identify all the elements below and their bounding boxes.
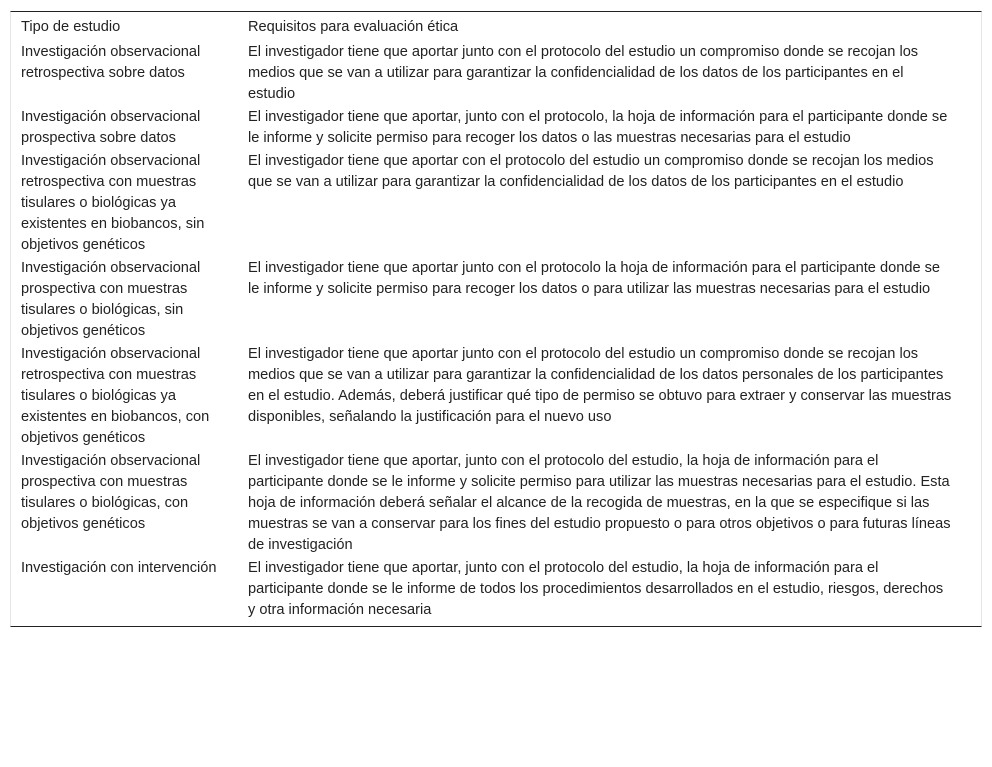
header-requisitos: Requisitos para evaluación ética xyxy=(248,19,459,35)
table-header-row xyxy=(11,12,981,41)
cell-requisitos: El investigador tiene que aportar junto con el protocolo del estudio un compromiso donde se recojan los medios que se van a utilizar para garantizar la confidencialidad de los datos de los participantes en el estudio xyxy=(248,44,919,102)
cell-tipo-estudio: Investigación observacional retrospectiva sobre datos xyxy=(21,44,201,81)
header-tipo-estudio: Tipo de estudio xyxy=(21,19,121,35)
cell-tipo-estudio: Investigación observacional prospectiva con muestras tisulares o biológicas, sin objetivos genéticos xyxy=(21,260,201,339)
table-row xyxy=(11,106,981,150)
cell-requisitos: El investigador tiene que aportar junto con el protocolo del estudio un compromiso donde se recojan los medios que se van a utilizar para garantizar la confidencialidad de los datos personales de los participantes en el estudio. Además, deberá justificar qué tipo de permiso se obtuvo para extraer y conservar las muestras disponibles, señalando la justificación para el nuevo uso xyxy=(248,346,952,425)
table-row xyxy=(11,557,981,626)
cell-requisitos: El investigador tiene que aportar, junto con el protocolo del estudio, la hoja de información para el participante donde se le informe de todos los procedimientos desarrollados en el estudio, riesgos, derechos y otra información necesaria xyxy=(248,560,944,618)
cell-tipo-estudio: Investigación observacional retrospectiva con muestras tisulares o biológicas ya existentes en biobancos, con objetivos genéticos xyxy=(21,346,210,446)
table-row xyxy=(11,450,981,557)
cell-requisitos: El investigador tiene que aportar, junto con el protocolo, la hoja de información para el participante donde se le informe y solicite permiso para recoger los datos o las muestras necesarias para el estudio xyxy=(248,109,948,146)
ethics-requirements-table xyxy=(10,11,982,627)
cell-requisitos: El investigador tiene que aportar, junto con el protocolo del estudio, la hoja de información para el participante donde se le informe y solicite permiso para utilizar las muestras necesarias para el estudio. Esta hoja de información deberá señalar el alcance de la recogida de muestras, en la que se especifique si las muestras se van a conservar para los fines del estudio propuesto o para otros objetivos o para futuras líneas de investigación xyxy=(248,453,951,553)
cell-tipo-estudio: Investigación con intervención xyxy=(21,560,217,576)
table-row xyxy=(11,150,981,257)
table-row xyxy=(11,41,981,106)
cell-tipo-estudio: Investigación observacional prospectiva sobre datos xyxy=(21,109,201,146)
cell-requisitos: El investigador tiene que aportar con el protocolo del estudio un compromiso donde se recojan los medios que se van a utilizar para garantizar la confidencialidad de los datos de los participantes en el estudio xyxy=(248,153,934,190)
cell-tipo-estudio: Investigación observacional retrospectiva con muestras tisulares o biológicas ya existentes en biobancos, sin objetivos genéticos xyxy=(21,153,205,253)
cell-tipo-estudio: Investigación observacional prospectiva con muestras tisulares o biológicas, con objetivos genéticos xyxy=(21,453,201,532)
table-row xyxy=(11,343,981,450)
cell-requisitos: El investigador tiene que aportar junto con el protocolo la hoja de información para el participante donde se le informe y solicite permiso para recoger los datos o para utilizar las muestras necesarias para el estudio xyxy=(248,260,941,297)
table-row xyxy=(11,257,981,343)
